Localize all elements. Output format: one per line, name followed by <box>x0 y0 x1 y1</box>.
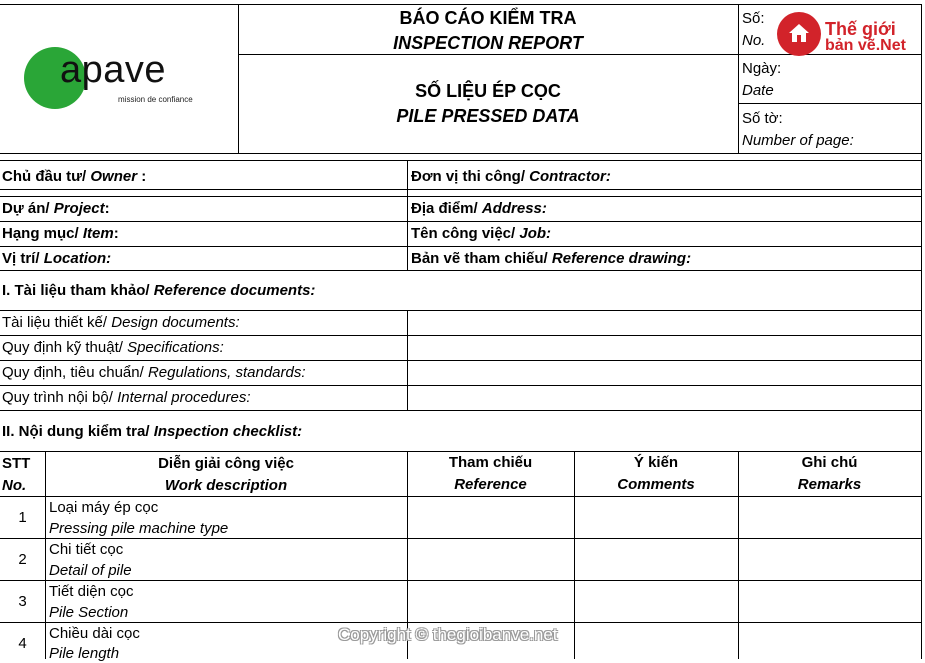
report-subtitle-vi: SỐ LIỆU ÉP CỌC <box>415 81 561 101</box>
report-page-label-vi: Số tờ: <box>742 110 783 127</box>
report-subtitle-en: PILE PRESSED DATA <box>396 106 580 126</box>
col-header-remarks-vi: Ghi chú <box>801 454 858 471</box>
report-no-label-vi: Số: <box>742 10 765 27</box>
row-work-vi: Loại máy ép cọc <box>49 499 159 516</box>
col-header-ref-vi: Tham chiếu <box>448 454 533 471</box>
report-date-label-vi: Ngày: <box>742 60 782 77</box>
col-header-work-vi: Diễn giải công việc <box>158 455 294 472</box>
col-header-stt-vi: STT <box>2 455 31 472</box>
col-header-remarks-en: Remarks <box>797 476 862 493</box>
report-title-vi: BÁO CÁO KIỂM TRA <box>399 8 577 28</box>
drawing-label: Bản vẽ tham chiếu/ Reference drawing: <box>411 250 692 267</box>
col-header-stt-en: No. <box>2 477 27 494</box>
report-no-label-en: No. <box>742 32 766 49</box>
ref-doc-row: Quy trình nội bộ/ Internal procedures: <box>2 389 251 406</box>
contractor-label: Đơn vị thi công/ Contractor: <box>411 168 611 185</box>
row-work-vi: Chi tiết cọc <box>49 541 124 558</box>
location-label: Vị trí/ Location: <box>2 250 112 267</box>
row-work-en: Detail of pile <box>49 562 132 579</box>
project-label: Dự án/ Project: <box>2 200 110 217</box>
house-icon <box>788 22 810 44</box>
row-work-vi: Tiết diện cọc <box>49 583 134 600</box>
col-header-comments-vi: Ý kiến <box>633 454 679 471</box>
col-header-work-en: Work description <box>164 477 288 494</box>
row-work-en: Pile length <box>49 645 120 662</box>
job-label: Tên công việc/ Job: <box>411 225 552 242</box>
row-work-en: Pile Section <box>49 604 129 621</box>
watermark-line-1: Thế giới <box>825 19 896 39</box>
report-title-en: INSPECTION REPORT <box>393 33 583 53</box>
row-number: 1 <box>18 509 27 526</box>
logo-tagline: mission de confiance <box>118 95 193 104</box>
ref-doc-row: Quy định kỹ thuật/ Specifications: <box>2 339 224 356</box>
row-number: 4 <box>18 635 27 652</box>
col-header-comments-en: Comments <box>617 476 695 493</box>
owner-label: Chủ đầu tư/ Owner : <box>2 168 147 185</box>
ref-doc-row: Quy định, tiêu chuẩn/ Regulations, standards: <box>2 364 306 381</box>
row-work-vi: Chiều dài cọc <box>49 625 140 642</box>
report-page-label-en: Number of page: <box>742 132 854 149</box>
section-2-title: II. Nội dung kiểm tra/ Inspection checklist: <box>2 423 303 440</box>
watermark-line-2: bản vẽ.Net <box>825 37 906 54</box>
copyright-watermark: Copyright © thegioibanve.net <box>338 625 558 644</box>
row-work-en: Pressing pile machine type <box>49 520 229 537</box>
row-number: 3 <box>18 593 27 610</box>
section-1-title: I. Tài liệu tham khảo/ Reference documents: <box>2 282 316 299</box>
report-date-label-en: Date <box>742 82 774 99</box>
logo-wordmark: apave <box>60 49 167 91</box>
row-number: 2 <box>18 551 27 568</box>
ref-doc-row: Tài liệu thiết kế/ Design documents: <box>2 314 240 331</box>
item-label: Hạng mục/ Item: <box>2 225 119 242</box>
address-label: Địa điểm/ Address: <box>411 200 547 217</box>
col-header-ref-en: Reference <box>454 476 527 493</box>
